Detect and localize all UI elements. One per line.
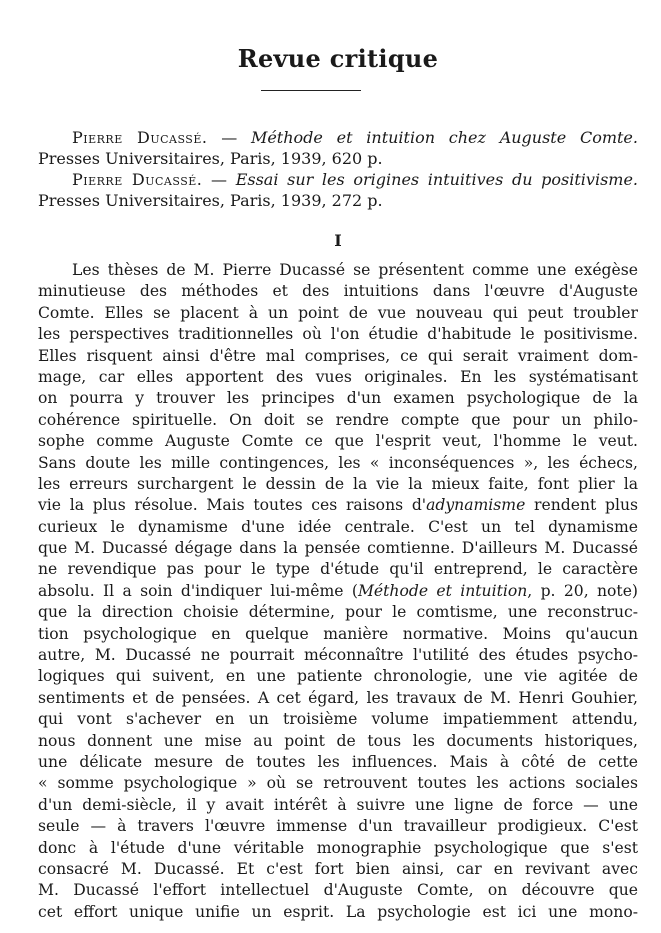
section-number: I [334,231,342,250]
paragraph-line: d'un demi-siècle, il y avait intérêt à suivre une ligne de force — une [38,795,638,814]
paragraph-line-text: absolu. Il a soin d'indiquer lui-même ( [38,581,358,600]
reference-2-work: Essai sur les origines intuitives du positivisme. [235,170,639,189]
paragraph-line: que M. Ducassé dégage dans la pensée comtienne. D'ailleurs M. Ducassé [38,539,638,558]
body-paragraph [38,260,638,923]
paragraph-line: on pourra y trouver les principes d'un examen psychologique de la [38,389,638,408]
paragraph-line: cet effort unique unifie un esprit. La psychologie est ici une mono- [38,902,638,921]
reference-2-publisher: Presses Universitaires, Paris, 1939, 272 p. [38,191,383,210]
page [38,0,638,933]
italic-term: adynamisme [426,496,526,515]
paragraph-line: « somme psychologique » où se retrouvent toutes les actions sociales [38,774,638,793]
paragraph-line: Elles risquent ainsi d'être mal comprises, ce qui serait vraiment dom- [38,346,638,365]
page-title: Revue critique [237,44,439,73]
paragraph-line: logiques qui suivent, en une patiente chronologie, une vie agitée de [38,667,638,686]
title-underline [261,90,361,91]
reference-1-author: Pierre Ducassé. [72,128,208,147]
reference-1-line-1 [38,127,638,148]
paragraph-line: qui vont s'achever en un troisième volume impatiemment attendu, [38,710,638,729]
paragraph-line: seule — à travers l'œuvre immense d'un travailleur prodigieux. C'est [38,817,638,836]
reference-2 [38,169,638,211]
paragraph-line-with-italic [38,581,638,602]
paragraph-line: tion psychologique en quelque manière normative. Moins qu'aucun [38,624,638,643]
paragraph-line: mage, car elles apportent des vues originales. En les systématisant [38,367,638,386]
paragraph-line: Les thèses de M. Pierre Ducassé se présentent comme une exégèse [72,261,638,279]
paragraph-line: sophe comme Auguste Comte ce que l'esprit veut, l'homme le veut. [38,432,638,451]
paragraph-line: Comte. Elles se placent à un point de vue nouveau qui peut troubler [38,303,638,322]
paragraph-line: autre, M. Ducassé ne pourrait méconnaître l'utilité des études psycho- [38,646,638,665]
paragraph-line-with-italic [38,495,638,516]
paragraph-line: consacré M. Ducassé. Et c'est fort bien ainsi, car en revivant avec [38,859,638,878]
paragraph-line: que la direction choisie détermine, pour le comtisme, une reconstruc- [38,603,638,622]
reference-1-work: Méthode et intuition chez Auguste Comte. [250,128,638,147]
reference-1-publisher: Presses Universitaires, Paris, 1939, 620 p. [38,149,383,168]
paragraph-line: minutieuse des méthodes et des intuitions dans l'œuvre d'Auguste [38,282,638,301]
paragraph-line: curieux le dynamisme d'une idée centrale. C'est un tel dynamisme [38,517,638,536]
paragraph-line: Sans doute les mille contingences, les « inconséquences », les échecs, [38,453,638,472]
reference-2-line-1 [38,169,638,190]
paragraph-line: cohérence spirituelle. On doit se rendre compte que pour un philo- [38,410,638,429]
paragraph-line: les perspectives traditionnelles où l'on étudie d'habitude le positivisme. [38,325,638,344]
paragraph-line: une délicate mesure de toutes les influences. Mais à côté de cette [38,752,638,771]
reference-2-dash: — [202,170,236,189]
paragraph-line: ne revendique pas pour le type d'étude qu'il entreprend, le caractère [38,560,638,579]
paragraph-line-text: vie la plus résolue. Mais toutes ces raisons d' [38,496,427,515]
paragraph-line: nous donnent une mise au point de tous les documents historiques, [38,731,638,750]
paragraph-line-text: , p. 20, note) [527,581,638,600]
italic-citation: Méthode et intuition [357,581,528,600]
paragraph-line: les erreurs surchargent le dessin de la vie la mieux faite, font plier la [38,474,638,493]
reference-1-dash: — [207,128,251,147]
paragraph-line: M. Ducassé l'effort intellectuel d'Auguste Comte, on découvre que [38,881,638,900]
reference-1 [38,127,638,169]
references [38,127,638,211]
paragraph-line-text: rendent plus [525,496,638,515]
reference-2-author: Pierre Ducassé. [72,170,203,189]
paragraph-line: sentiments et de pensées. A cet égard, les travaux de M. Henri Gouhier, [38,688,638,707]
paragraph-line: donc à l'étude d'une véritable monographie psychologique que s'est [38,838,638,857]
